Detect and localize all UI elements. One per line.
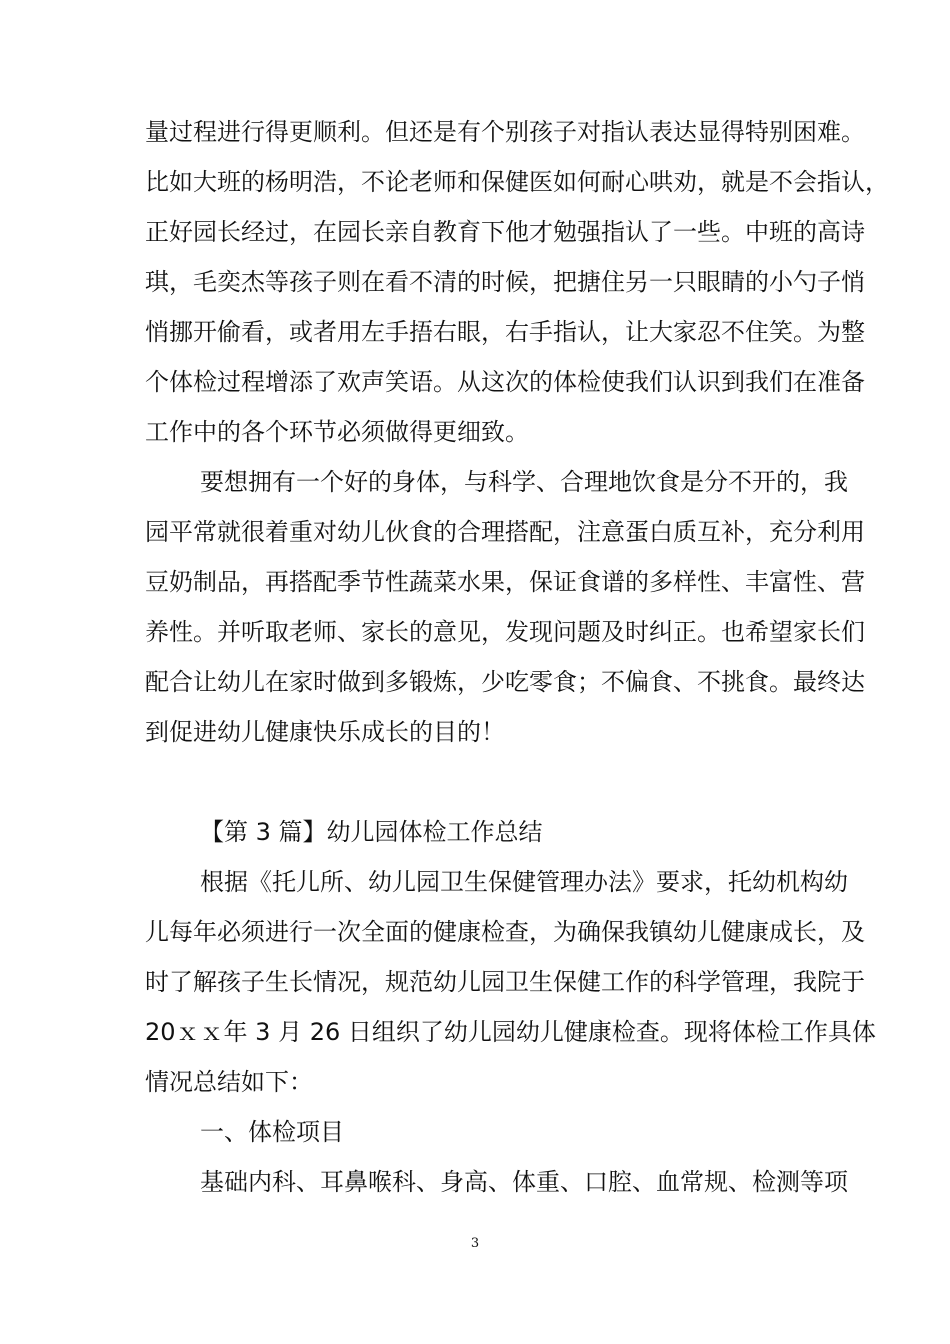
text-line: 园平常就很着重对幼儿伙食的合理搭配，注意蛋白质互补，充分利用: [145, 518, 865, 546]
text-line: 到促进幼儿健康快乐成长的目的！: [145, 718, 505, 746]
text-line: 工作中的各个环节必须做得更细致。: [145, 418, 529, 446]
text-line: 儿每年必须进行一次全面的健康检查，为确保我镇幼儿健康成长，及: [145, 918, 865, 946]
text-line: 个体检过程增添了欢声笑语。从这次的体检使我们认识到我们在准备: [145, 368, 865, 396]
text-line: 豆奶制品，再搭配季节性蔬菜水果，保证食谱的多样性、丰富性、营: [145, 568, 865, 596]
subsection-heading: 一、体检项目: [200, 1118, 344, 1146]
text-line: 悄挪开偷看，或者用左手捂右眼，右手指认，让大家忍不住笑。为整: [145, 318, 865, 346]
page-number: 3: [470, 1236, 480, 1251]
text-line: 比如大班的杨明浩，不论老师和保健医如何耐心哄劝，就是不会指认，: [145, 168, 889, 196]
text-line: 量过程进行得更顺利。但还是有个别孩子对指认表达显得特别困难。: [145, 118, 865, 146]
text-line: 要想拥有一个好的身体，与科学、合理地饮食是分不开的，我: [200, 468, 848, 496]
text-line: 养性。并听取老师、家长的意见，发现问题及时纠正。也希望家长们: [145, 618, 865, 646]
text-line: 正好园长经过，在园长亲自教育下他才勉强指认了一些。中班的高诗: [145, 218, 865, 246]
text-line: 20ｘｘ年 3 月 26 日组织了幼儿园幼儿健康检查。现将体检工作具体: [145, 1018, 876, 1046]
text-line: 时了解孩子生长情况，规范幼儿园卫生保健工作的科学管理，我院于: [145, 968, 865, 996]
text-line: 根据《托儿所、幼儿园卫生保健管理办法》要求，托幼机构幼: [200, 868, 848, 896]
text-line: 情况总结如下：: [145, 1068, 313, 1096]
text-line: 配合让幼儿在家时做到多锻炼，少吃零食；不偏食、不挑食。最终达: [145, 668, 865, 696]
text-line: 琪，毛奕杰等孩子则在看不清的时候，把搪住另一只眼睛的小勺子悄: [145, 268, 865, 296]
text-line: 基础内科、耳鼻喉科、身高、体重、口腔、血常规、检测等项: [200, 1168, 848, 1196]
section-heading: 【第 3 篇】幼儿园体检工作总结: [200, 818, 543, 846]
